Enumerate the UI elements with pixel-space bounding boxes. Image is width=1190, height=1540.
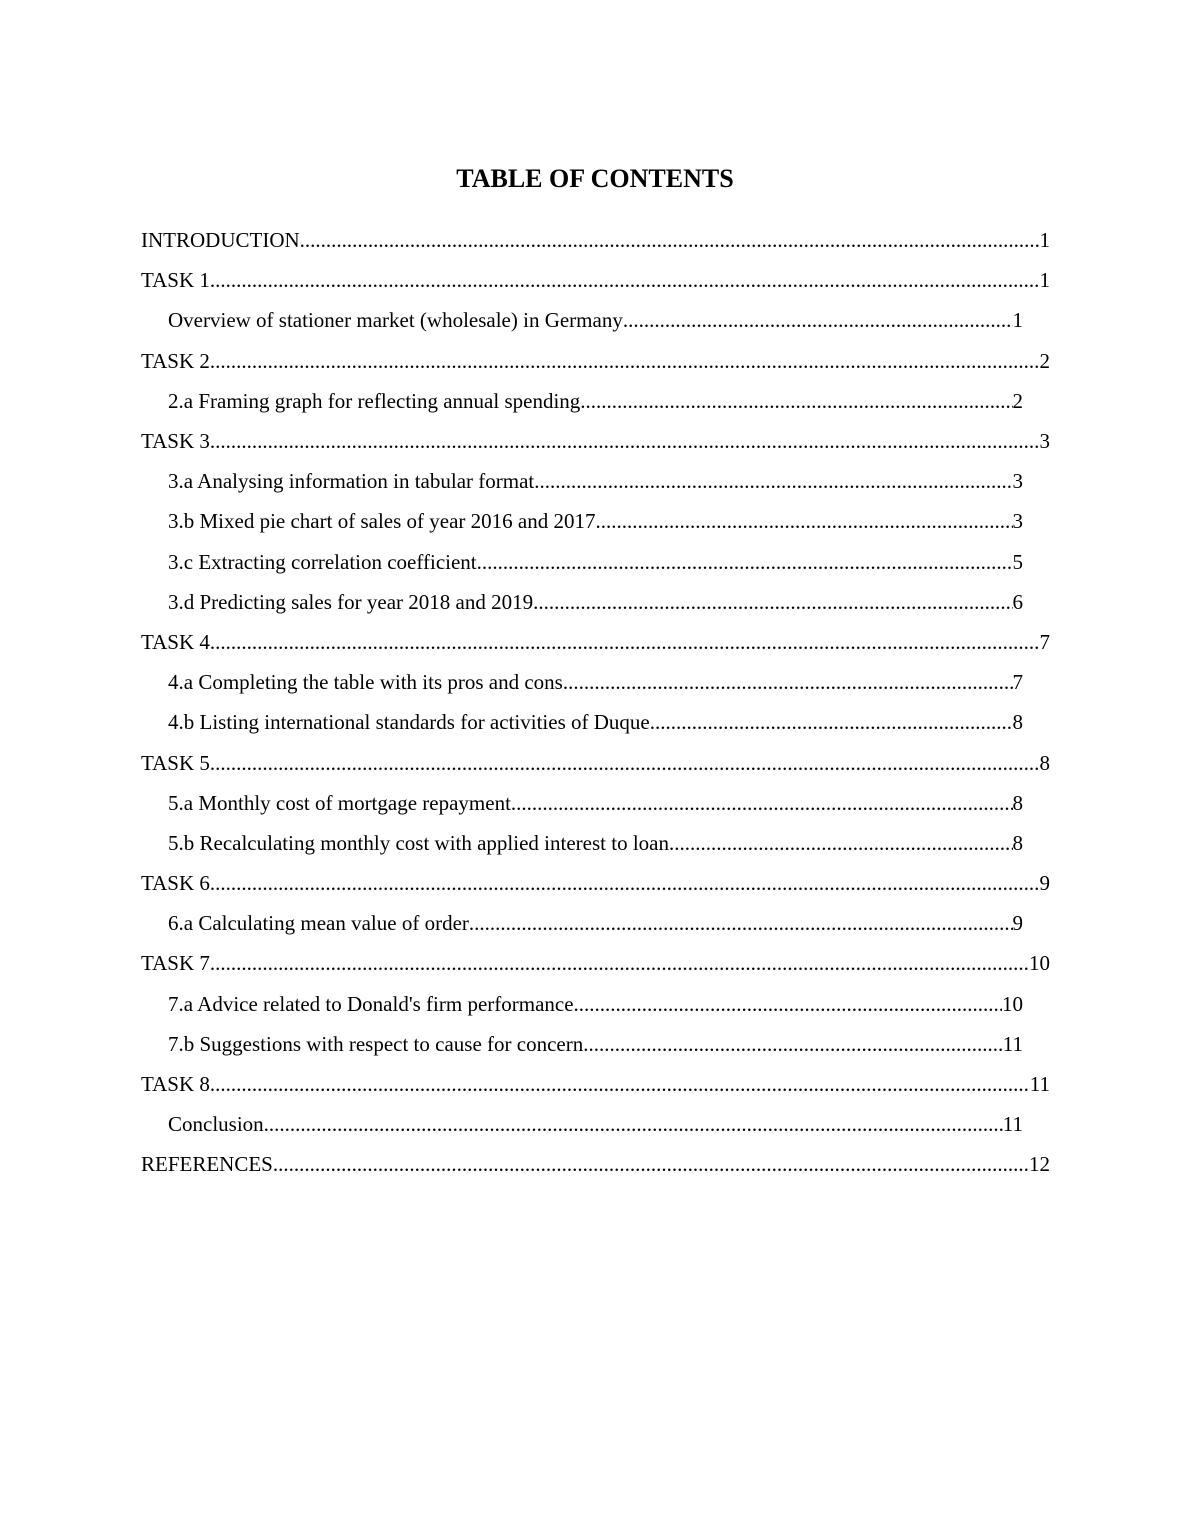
toc-subentry[interactable] xyxy=(168,662,1023,702)
toc-entry-page: 5 xyxy=(1012,549,1023,574)
toc-entry-leader xyxy=(273,1150,1029,1178)
toc-entry-leader xyxy=(623,306,1013,334)
toc-subentry[interactable] xyxy=(168,542,1023,582)
toc-entry-label: 6.a Calculating mean value of order xyxy=(168,911,469,936)
toc-entry-page: 3 xyxy=(1012,469,1023,494)
toc-entry[interactable] xyxy=(141,622,1050,662)
toc-entry-page: 8 xyxy=(1012,710,1023,735)
toc-entry-leader xyxy=(533,588,1012,616)
toc-entry-page: 11 xyxy=(1029,1072,1050,1097)
toc-entry-page: 8 xyxy=(1012,790,1023,815)
toc-entry[interactable] xyxy=(141,341,1050,381)
toc-subentry[interactable] xyxy=(168,702,1023,742)
toc-entry-page: 3 xyxy=(1039,429,1050,454)
toc-entry[interactable] xyxy=(141,1064,1050,1104)
toc-entry-leader xyxy=(650,708,1013,736)
toc-list xyxy=(0,220,1190,1185)
toc-entry-leader xyxy=(210,749,1040,777)
toc-entry[interactable] xyxy=(141,421,1050,461)
toc-subentry[interactable] xyxy=(168,300,1023,340)
toc-entry-label: REFERENCES xyxy=(141,1152,273,1177)
toc-entry[interactable] xyxy=(141,220,1050,260)
toc-entry-page: 6 xyxy=(1012,589,1023,614)
toc-entry-page: 8 xyxy=(1039,750,1050,775)
toc-entry-leader xyxy=(210,347,1040,375)
toc-entry-label: Overview of stationer market (wholesale) in Germany xyxy=(168,308,623,333)
toc-entry-leader xyxy=(574,990,1002,1018)
toc-entry-leader xyxy=(264,1110,1003,1138)
toc-entry-label: 4.a Completing the table with its pros and cons xyxy=(168,670,563,695)
toc-subentry[interactable] xyxy=(168,1024,1023,1064)
toc-entry-page: 10 xyxy=(1029,951,1050,976)
toc-entry-leader xyxy=(469,909,1013,937)
toc-entry-leader xyxy=(210,1070,1030,1098)
toc-entry-page: 1 xyxy=(1012,308,1023,333)
toc-entry-label: 7.b Suggestions with respect to cause for concern xyxy=(168,1031,584,1056)
toc-entry-page: 3 xyxy=(1012,509,1023,534)
toc-entry-page: 10 xyxy=(1002,991,1023,1016)
toc-entry[interactable] xyxy=(141,863,1050,903)
toc-entry-leader xyxy=(511,789,1013,817)
toc-subentry[interactable] xyxy=(168,903,1023,943)
toc-entry-label: 3.c Extracting correlation coefficient xyxy=(168,549,477,574)
toc-subentry[interactable] xyxy=(168,501,1023,541)
toc-entry[interactable] xyxy=(141,943,1050,983)
toc-entry-label: TASK 5 xyxy=(141,750,210,775)
toc-entry-page: 9 xyxy=(1039,871,1050,896)
toc-entry-leader xyxy=(580,387,1012,415)
toc-entry-page: 11 xyxy=(1002,1031,1023,1056)
toc-entry-page: 11 xyxy=(1002,1112,1023,1137)
toc-subentry[interactable] xyxy=(168,984,1023,1024)
toc-entry-page: 1 xyxy=(1039,268,1050,293)
toc-entry-page: 7 xyxy=(1039,629,1050,654)
toc-entry-leader xyxy=(669,829,1013,857)
toc-entry-label: 4.b Listing international standards for activities of Duque xyxy=(168,710,650,735)
toc-entry-page: 9 xyxy=(1012,911,1023,936)
toc-entry-leader xyxy=(210,949,1029,977)
toc-entry-page: 7 xyxy=(1012,670,1023,695)
toc-subentry[interactable] xyxy=(168,783,1023,823)
toc-entry-leader xyxy=(210,266,1040,294)
toc-entry[interactable] xyxy=(141,1144,1050,1184)
toc-entry-leader xyxy=(534,467,1012,495)
toc-entry-leader xyxy=(595,507,1012,535)
toc-entry-label: TASK 8 xyxy=(141,1072,210,1097)
toc-entry-leader xyxy=(583,1030,1003,1058)
toc-entry-leader xyxy=(210,869,1040,897)
toc-entry-label: 5.b Recalculating monthly cost with applied interest to loan xyxy=(168,830,669,855)
toc-subentry[interactable] xyxy=(168,582,1023,622)
toc-subentry[interactable] xyxy=(168,1104,1023,1144)
toc-entry-page: 12 xyxy=(1029,1152,1050,1177)
toc-entry-label: Conclusion xyxy=(168,1112,264,1137)
toc-entry-label: TASK 7 xyxy=(141,951,210,976)
toc-entry-label: TASK 2 xyxy=(141,348,210,373)
toc-entry-leader xyxy=(300,226,1040,254)
toc-entry-leader xyxy=(210,427,1040,455)
toc-entry[interactable] xyxy=(141,742,1050,782)
toc-entry-label: 2.a Framing graph for reflecting annual spending xyxy=(168,388,581,413)
toc-entry-page: 2 xyxy=(1039,348,1050,373)
toc-entry[interactable] xyxy=(141,260,1050,300)
toc-entry-page: 1 xyxy=(1039,228,1050,253)
toc-subentry[interactable] xyxy=(168,823,1023,863)
toc-entry-label: 7.a Advice related to Donald's firm performance xyxy=(168,991,574,1016)
toc-entry-leader xyxy=(210,628,1040,656)
toc-entry-label: TASK 3 xyxy=(141,429,210,454)
toc-title: TABLE OF CONTENTS xyxy=(456,164,734,193)
toc-entry-label: 5.a Monthly cost of mortgage repayment xyxy=(168,790,511,815)
toc-subentry[interactable] xyxy=(168,461,1023,501)
toc-entry-page: 8 xyxy=(1012,830,1023,855)
toc-entry-page: 2 xyxy=(1012,388,1023,413)
toc-entry-label: INTRODUCTION xyxy=(141,228,300,253)
toc-entry-label: 3.a Analysing information in tabular format xyxy=(168,469,535,494)
toc-entry-label: TASK 6 xyxy=(141,871,210,896)
toc-entry-label: TASK 1 xyxy=(141,268,210,293)
toc-entry-leader xyxy=(563,668,1013,696)
toc-entry-label: TASK 4 xyxy=(141,629,210,654)
toc-entry-leader xyxy=(477,548,1013,576)
toc-entry-label: 3.b Mixed pie chart of sales of year 2016 and 2017 xyxy=(168,509,596,534)
toc-entry-label: 3.d Predicting sales for year 2018 and 2019 xyxy=(168,589,534,614)
toc-subentry[interactable] xyxy=(168,381,1023,421)
